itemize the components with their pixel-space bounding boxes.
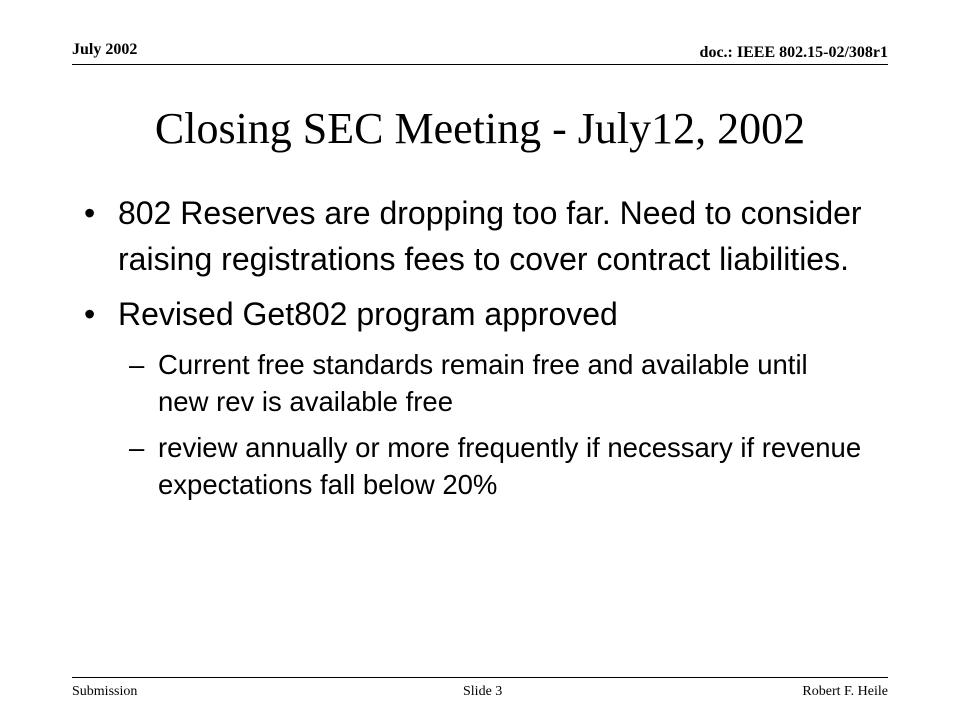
subbullet-free-standards — [72, 346, 862, 420]
bullet-get802 — [72, 291, 862, 337]
slide-body — [72, 190, 862, 512]
header-date: July 2002 — [72, 41, 138, 58]
slide-title: Closing SEC Meeting - July12, 2002 — [154, 104, 806, 153]
bullet-text: 802 Reserves are dropping too far. Need to consider raising registrations fees to cover contract liabilities. — [118, 195, 862, 277]
footer-rule — [72, 677, 888, 678]
subbullet-text: review annually or more frequently if necessary if revenue expectations fall below 20% — [158, 432, 862, 500]
subbullet-text: Current free standards remain free and available until new rev is available free — [158, 349, 808, 417]
bullet-marker: • — [84, 195, 96, 231]
header-doc-id: doc.: IEEE 802.15-02/308r1 — [699, 44, 888, 61]
footer-slide-number: Slide 3 — [463, 684, 503, 699]
bullet-reserves — [72, 190, 862, 282]
bullet-text: Revised Get802 program approved — [118, 296, 618, 332]
subbullet-marker: – — [129, 349, 145, 380]
subbullet-marker: – — [129, 432, 145, 463]
bullet-marker: • — [84, 296, 96, 332]
footer-author: Robert F. Heile — [802, 684, 888, 699]
subbullet-review-annually — [72, 429, 862, 503]
header-rule — [72, 64, 888, 65]
footer-submission: Submission — [72, 684, 138, 699]
